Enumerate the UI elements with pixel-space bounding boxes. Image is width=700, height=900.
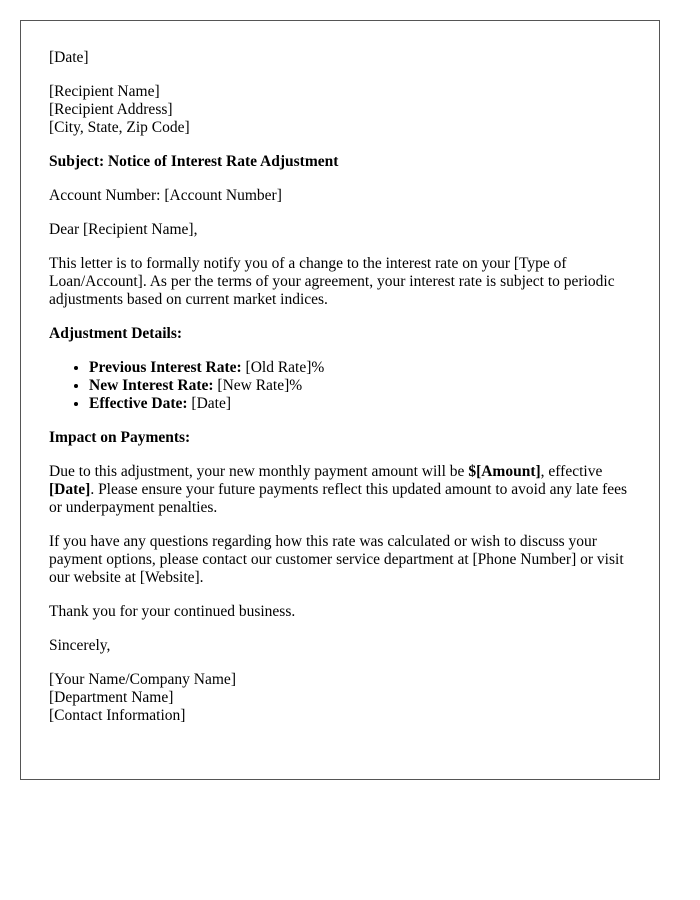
impact-amount: $[Amount] [468,463,541,480]
account-number-line: Account Number: [Account Number] [49,187,282,204]
impact-paragraph [49,463,631,517]
recipient-city-state-zip: [City, State, Zip Code] [49,119,190,136]
recipient-address: [Recipient Address] [49,101,173,118]
questions-paragraph: If you have any questions regarding how this rate was calculated or wish to discuss your payment options, please contact our customer service department at [Phone Number] or visit our website at [Website]. [49,533,624,586]
effective-date-label: Effective Date: [89,395,188,412]
recipient-name: [Recipient Name] [49,83,160,100]
impact-heading: Impact on Payments: [49,429,191,446]
effective-date-value: [Date] [187,395,232,412]
salutation: Dear [Recipient Name], [49,221,198,238]
signature-contact: [Contact Information] [49,707,186,724]
list-item [89,377,631,395]
impact-date: [Date] [49,481,91,498]
impact-text-part1: Due to this adjustment, your new monthly payment amount will be [49,463,469,480]
recipient-block [49,83,631,137]
subject-line: Subject: Notice of Interest Rate Adjustment [49,153,339,170]
adjustment-details-heading: Adjustment Details: [49,325,183,342]
adjustment-details-list [49,359,631,413]
signature-department: [Department Name] [49,689,174,706]
thanks-paragraph: Thank you for your continued business. [49,603,296,620]
letter-document [20,20,660,780]
signature-name: [Your Name/Company Name] [49,671,236,688]
signature-block [49,671,631,725]
previous-rate-label: Previous Interest Rate: [89,359,242,376]
intro-paragraph: This letter is to formally notify you of a change to the interest rate on your [Type of Loan/Account]. As per the terms of your agreement, your interest rate is subject to periodic adjustments based on current market indices. [49,255,615,308]
list-item [89,395,631,413]
list-item [89,359,631,377]
previous-rate-value: [Old Rate]% [241,359,325,376]
impact-text-part3: . Please ensure your future payments reflect this updated amount to avoid any late fees or underpayment penalties. [49,481,628,516]
letter-date: [Date] [49,49,89,66]
new-rate-value: [New Rate]% [213,377,303,394]
closing: Sincerely, [49,637,111,654]
new-rate-label: New Interest Rate: [89,377,214,394]
impact-text-part2: , effective [540,463,603,480]
